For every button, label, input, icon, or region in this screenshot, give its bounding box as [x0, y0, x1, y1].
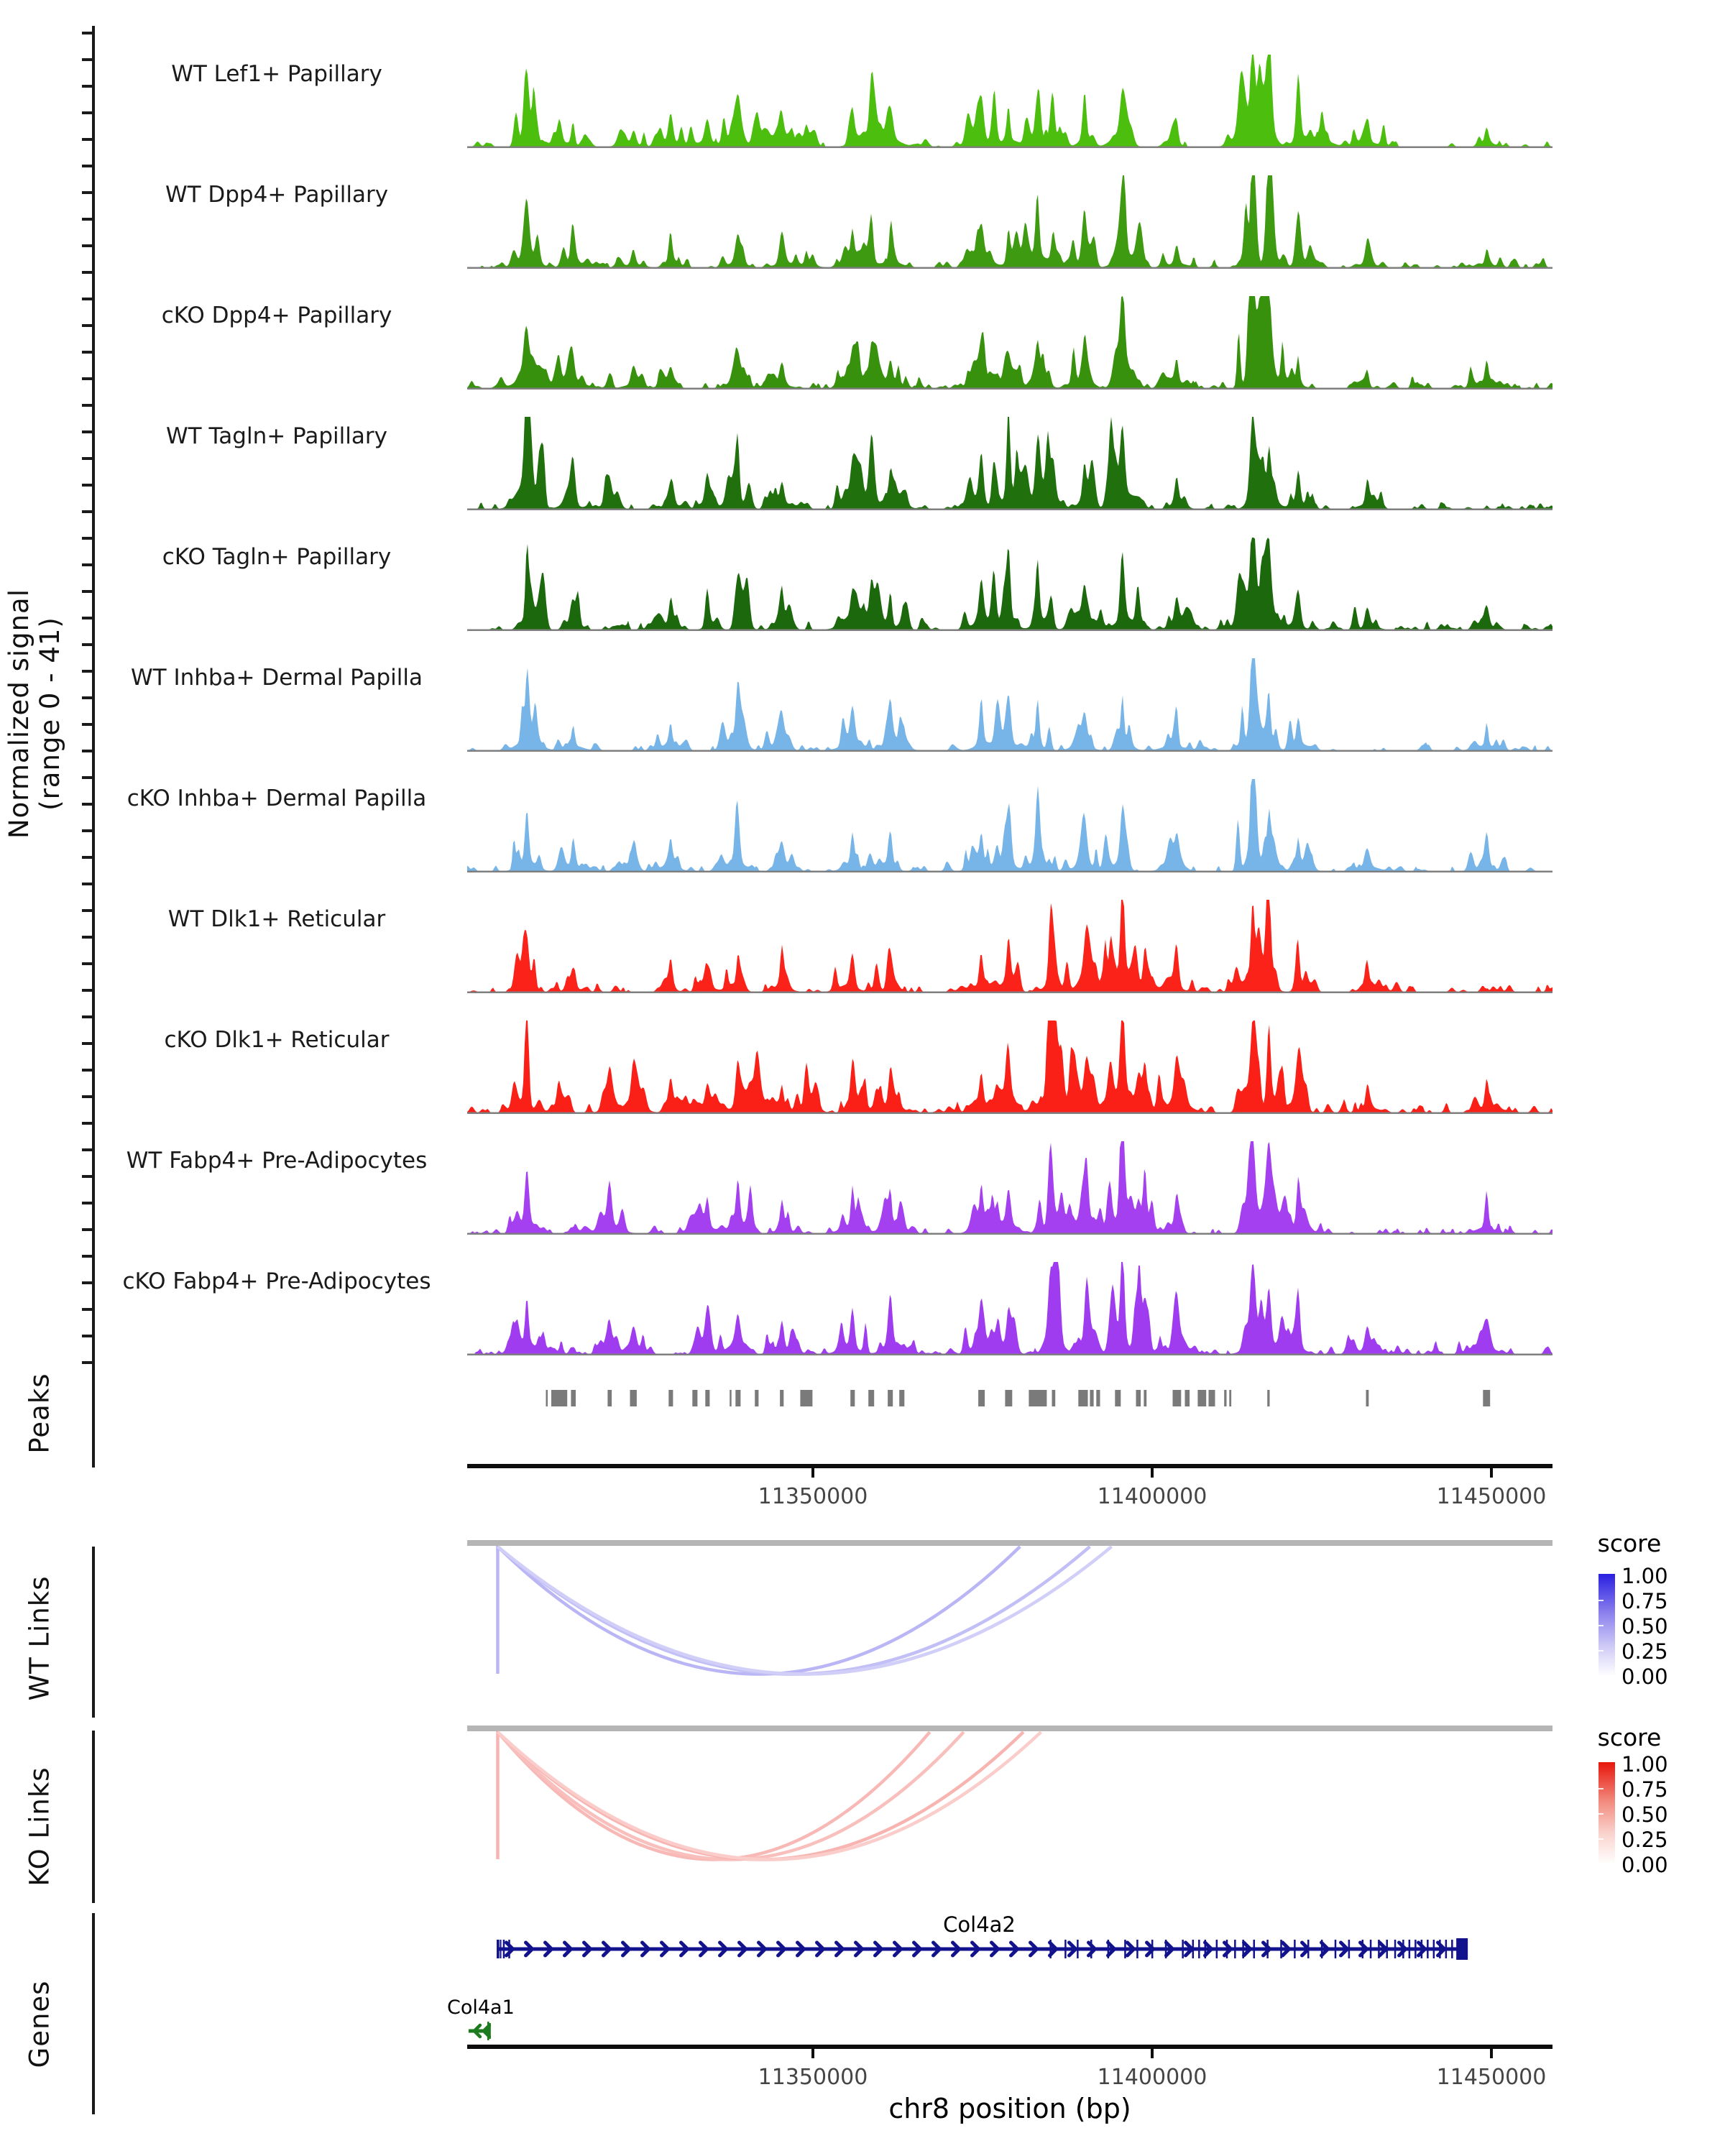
score-legend-bar-tick — [1598, 1650, 1604, 1651]
score-legend-bar-tick — [1598, 1813, 1604, 1815]
x-axis-title: chr8 position (bp) — [888, 2093, 1131, 2124]
ko-links-section-label: KO Links — [24, 1766, 55, 1886]
signal-axis-tick — [82, 1175, 93, 1178]
score-legend-bar-tick — [1598, 1625, 1604, 1626]
coverage-track-9 — [467, 1013, 1552, 1114]
track-label-10: WT Fabp4+ Pre-Adipocytes — [126, 1148, 428, 1174]
signal-axis-tick — [82, 696, 93, 699]
signal-axis-tick — [82, 962, 93, 965]
score-legend-tick: 0.25 — [1622, 1639, 1668, 1664]
wt-links-section-label: WT Links — [24, 1575, 55, 1701]
signal-axis-tick — [82, 351, 93, 354]
peaks-intervals — [467, 1389, 1552, 1408]
axis-tick — [811, 1468, 814, 1478]
score-legend-bar-tick — [1598, 1788, 1604, 1789]
track-label-6: WT Inhba+ Dermal Papilla — [131, 665, 423, 691]
axis-tick — [1490, 2049, 1493, 2058]
signal-axis-tick — [82, 563, 93, 566]
signal-axis-tick — [82, 643, 93, 646]
peaks-bracket — [92, 1351, 95, 1468]
signal-axis-tick — [82, 909, 93, 912]
axis-tick-label: 11400000 — [1097, 2065, 1208, 2090]
gene-label-col4a2: Col4a2 — [943, 1912, 1016, 1937]
coverage-track-4 — [467, 410, 1552, 510]
signal-axis-tick — [82, 989, 93, 992]
signal-axis-label-line1: Normalized signal — [4, 588, 34, 839]
genes-glyphs — [446, 1912, 1552, 2120]
genes-bracket — [92, 1913, 95, 2114]
track-label-1: WT Lef1+ Papillary — [171, 61, 382, 87]
signal-axis-tick — [82, 723, 93, 726]
coverage-track-7 — [467, 772, 1552, 872]
signal-axis-tick — [82, 32, 93, 34]
score-legend-tick: 0.00 — [1622, 1664, 1668, 1689]
signal-axis-tick — [82, 510, 93, 513]
signal-axis-tick — [82, 404, 93, 407]
signal-axis-tick — [82, 537, 93, 540]
score-legend-tick: 0.25 — [1622, 1828, 1668, 1852]
signal-axis-tick — [82, 298, 93, 300]
score-legend-tick: 0.75 — [1622, 1777, 1668, 1802]
signal-axis-tick — [82, 776, 93, 779]
links-arcs — [467, 1731, 1552, 1882]
axis-tick-label: 11450000 — [1436, 2065, 1547, 2090]
signal-axis-tick — [82, 590, 93, 593]
signal-axis-tick — [82, 85, 93, 88]
coverage-track-8 — [467, 893, 1552, 993]
axis-tick-label: 11400000 — [1097, 1484, 1208, 1509]
signal-axis-tick — [82, 1308, 93, 1311]
signal-axis-tick — [82, 138, 93, 141]
signal-axis-tick — [82, 803, 93, 806]
signal-axis-tick — [82, 883, 93, 885]
signal-axis-tick — [82, 856, 93, 859]
axis-line — [467, 1464, 1552, 1468]
axis-tick — [811, 2049, 814, 2058]
track-label-8: WT Dlk1+ Reticular — [167, 906, 386, 932]
signal-axis-tick — [82, 1361, 93, 1364]
track-label-11: cKO Fabp4+ Pre-Adipocytes — [122, 1268, 431, 1294]
signal-axis-tick — [82, 1042, 93, 1045]
score-legend-tick: 0.50 — [1622, 1802, 1668, 1827]
signal-axis-tick — [82, 1228, 93, 1231]
wt-links-bracket — [92, 1547, 95, 1718]
axis-tick-label: 11450000 — [1436, 1484, 1547, 1509]
peaks-section-label: Peaks — [24, 1373, 55, 1454]
score-legend-tick: 1.00 — [1622, 1752, 1668, 1777]
signal-axis-line — [92, 26, 95, 1365]
signal-axis-label-line2: (range 0 - 41) — [34, 617, 65, 811]
signal-axis-tick — [82, 244, 93, 247]
gene-label-col4a1: Col4a1 — [446, 1996, 515, 2019]
track-label-9: cKO Dlk1+ Reticular — [164, 1027, 390, 1053]
links-anchor-bar — [467, 1726, 1552, 1731]
track-label-3: cKO Dpp4+ Papillary — [161, 303, 392, 328]
track-label-5: cKO Tagln+ Papillary — [162, 544, 392, 570]
track-label-4: WT Tagln+ Papillary — [166, 423, 387, 449]
signal-axis-tick — [82, 457, 93, 460]
score-legend-bar-tick — [1598, 1838, 1604, 1840]
signal-axis-tick — [82, 1095, 93, 1098]
signal-axis-tick — [82, 829, 93, 832]
links-anchor-bar — [467, 1540, 1552, 1546]
score-legend-tick: 0.75 — [1622, 1589, 1668, 1613]
coverage-track-1 — [467, 47, 1552, 148]
coverage-track-10 — [467, 1134, 1552, 1235]
signal-axis-tick — [82, 271, 93, 274]
track-label-7: cKO Inhba+ Dermal Papilla — [126, 786, 427, 811]
score-legend-tick: 0.00 — [1622, 1853, 1668, 1877]
signal-axis-tick — [82, 1281, 93, 1284]
coverage-track-2 — [467, 168, 1552, 269]
track-label-2: WT Dpp4+ Papillary — [165, 182, 389, 208]
wt-score-legend-title: score — [1597, 1529, 1662, 1557]
signal-axis-tick — [82, 324, 93, 327]
signal-axis-tick — [82, 191, 93, 194]
axis-tick-label: 11350000 — [758, 2065, 868, 2090]
axis-tick — [1151, 1468, 1154, 1478]
signal-axis-tick — [82, 936, 93, 939]
coverage-track-6 — [467, 651, 1552, 752]
signal-axis-tick — [82, 1148, 93, 1151]
coverage-track-3 — [467, 289, 1552, 390]
axis-line — [467, 2045, 1552, 2049]
ko-score-legend-title: score — [1597, 1723, 1662, 1751]
axis-tick — [1490, 1468, 1493, 1478]
signal-axis-tick — [82, 1122, 93, 1125]
signal-axis-tick — [82, 1335, 93, 1337]
genes-section-label: Genes — [24, 1980, 55, 2068]
score-legend-tick: 0.50 — [1622, 1614, 1668, 1639]
links-arcs — [467, 1546, 1552, 1697]
signal-axis-tick — [82, 1255, 93, 1258]
signal-axis-tick — [82, 1069, 93, 1072]
signal-axis-tick — [82, 430, 93, 433]
signal-axis-tick — [82, 750, 93, 752]
signal-axis-label — [4, 512, 65, 915]
signal-axis-tick — [82, 1015, 93, 1018]
signal-axis-tick — [82, 377, 93, 380]
signal-axis-tick — [82, 218, 93, 221]
score-legend-tick: 1.00 — [1622, 1564, 1668, 1588]
signal-axis-tick — [82, 484, 93, 487]
signal-axis-tick — [82, 617, 93, 619]
coverage-track-11 — [467, 1255, 1552, 1355]
score-legend-bar-tick — [1598, 1600, 1604, 1601]
signal-axis-tick — [82, 1202, 93, 1204]
signal-axis-tick — [82, 670, 93, 673]
ko-links-bracket — [92, 1731, 95, 1903]
signal-axis-tick — [82, 165, 93, 167]
axis-tick-label: 11350000 — [758, 1484, 868, 1509]
axis-tick — [1151, 2049, 1154, 2058]
signal-axis-tick — [82, 58, 93, 61]
coverage-track-5 — [467, 530, 1552, 631]
signal-axis-tick — [82, 111, 93, 114]
